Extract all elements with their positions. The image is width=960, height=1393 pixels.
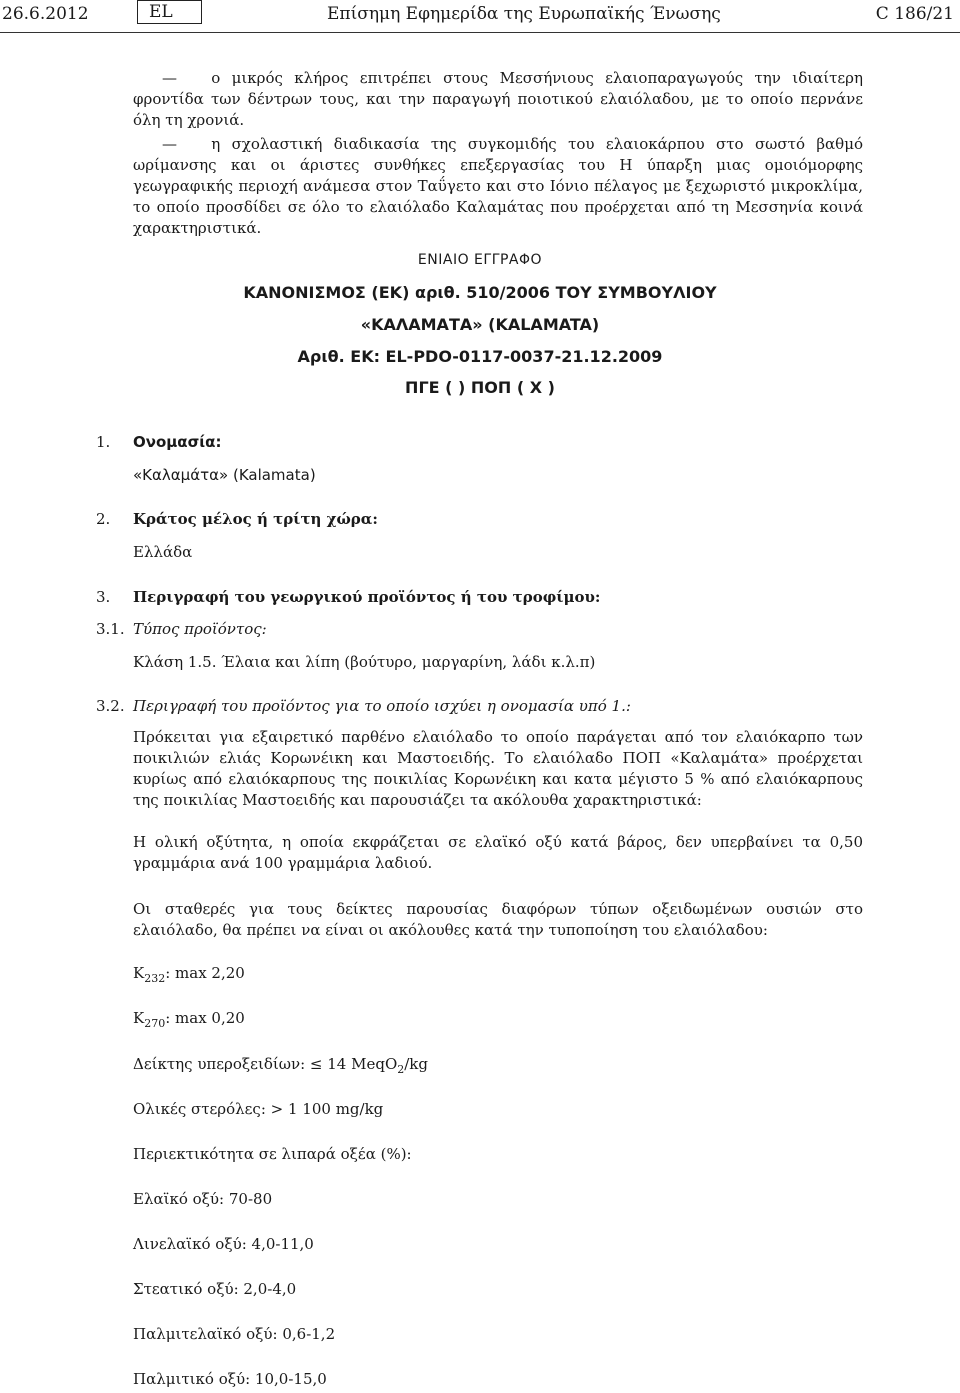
header-rule [0,32,960,33]
ec-number-heading: Αριθ. ΕΚ: EL-PDO-0117-0037-21.12.2009 [297,347,663,366]
journal-title: Επίσημη Εφημερίδα της Ευρωπαϊκής Ένωσης [327,4,721,24]
section-number: 3.1. [96,620,125,638]
section-number: 3.2. [96,697,125,715]
section-value: «Καλαμάτα» (Kalamata) [133,466,316,484]
page-header [0,0,960,32]
section-number: 2. [96,510,111,528]
spec-palmitoleic-acid: Παλμιτελαϊκό οξύ: 0,6-1,2 [133,1325,336,1343]
designation-type-heading: ΠΓΕ ( ) ΠΟΠ ( X ) [405,378,555,397]
spec-stearic-acid: Στεατικό οξύ: 2,0-4,0 [133,1280,297,1298]
section-title: Κράτος μέλος ή τρίτη χώρα: [133,510,378,528]
section-value: Ελλάδα [133,543,193,561]
acidity-paragraph: Η ολική οξύτητα, η οποία εκφράζεται σε ελαϊκό οξύ κατά βάρος, δεν υπερβαίνει τα 0,50 γραμμάρια ανά 100 γραμμάρια λαδιού. [133,833,863,872]
bullet-text: — ο μικρός κλήρος επιτρέπει στους Μεσσήνιους ελαιοπαραγωγούς την ιδιαίτερη φροντίδα των δέντρων τους, και την παραγωγή ποιοτικού ελαιόλαδου, με το οποίο περνάνε όλη τη χρονιά. [133,69,863,129]
section-title: Περιγραφή του γεωργικού προϊόντος ή του τροφίμου: [133,588,601,606]
spec-oleic-acid: Ελαϊκό οξύ: 70-80 [133,1190,273,1208]
section-title: Τύπος προϊόντος: [133,620,267,638]
section-number: 3. [96,588,111,606]
bullet-dash: — [162,69,177,87]
section-title: Περιγραφή του προϊόντος για το οποίο ισχύει η ονομασία υπό 1.: [133,697,631,715]
regulation-heading: ΚΑΝΟΝΙΣΜΟΣ (ΕΚ) αριθ. 510/2006 ΤΟΥ ΣΥΜΒΟΥΛΙΟΥ [243,283,717,302]
publication-date: 26.6.2012 [2,4,89,24]
constants-paragraph: Οι σταθερές για τους δείκτες παρουσίας διαφόρων τύπων οξειδωμένων ουσιών στο ελαιόλαδο, θα πρέπει να είναι οι ακόλουθες κατά την τυποποίηση του ελαιόλαδου: [133,900,863,939]
spec-k270: $K_{270}$: max 0,20 [133,1009,245,1030]
single-document-label: ΕΝΙΑΙΟ ΕΓΓΡΑΦΟ [417,252,543,268]
section-value: Κλάση 1.5. Έλαια και λίπη (βούτυρο, μαργαρίνη, λάδι κ.λ.π) [133,653,596,671]
bullet-text: — η σχολαστική διαδικασία της συγκομιδής του ελαιοκάρπου στο σωστό βαθμό ωρίμανσης και οι άριστες συνθήκες επεξεργασίας του Η ύπαρξη μιας ομοιόμορφης γεωγραφικής περιοχή ανάμεσα στον Ταΰγετο και στο Ιόνιο πέλαγος με ξεχωριστό μικροκλίμα, το οποίο προσδίδει σε όλο το ελαιόλαδο Καλαμάτας που προέρχεται από τη Μεσσηνία κοινά χαρακτηριστικά. [133,135,863,237]
bullet-dash: — [162,135,177,153]
bullet-item [133,68,863,129]
product-name-heading: «ΚΑΛΑΜΑΤΑ» (KALAMATA) [360,315,600,334]
section-title: Ονομασία: [133,433,222,451]
spec-total-sterols: Ολικές στερόλες: > 1 100 mg/kg [133,1100,384,1118]
spec-peroxide-index: Δείκτης υπεροξειδίων: ≤ 14 MeqO$_2$/kg [133,1055,428,1076]
spec-fatty-acids-heading: Περιεκτικότητα σε λιπαρά οξέα (%): [133,1145,412,1163]
section-number: 1. [96,433,111,451]
spec-k232: $K_{232}$: max 2,20 [133,964,245,985]
page-reference: C 186/21 [875,4,954,24]
language-code-box: EL [137,0,202,24]
description-paragraph: Πρόκειται για εξαιρετικό παρθένο ελαιόλαδο το οποίο παράγεται από τον ελαιόκαρπο των ποικιλιών ελιάς Κορωνέικη και Μαστοειδής. Το ελαιόλαδο ΠΟΠ «Καλαμάτα» προέρχεται κυρίως από ελαιόκαρπους της ποικιλίας Κορωνέικη και κατα μέγιστο 5 % από ελαιόκαρπους της ποικιλίας Μαστοειδής και παρουσιάζει τα ακόλουθα χαρακτηριστικά: [133,728,863,809]
spec-linoleic-acid: Λινελαϊκό οξύ: 4,0-11,0 [133,1235,314,1253]
spec-palmitic-acid: Παλμιτικό οξύ: 10,0-15,0 [133,1370,327,1388]
bullet-item [133,134,863,237]
